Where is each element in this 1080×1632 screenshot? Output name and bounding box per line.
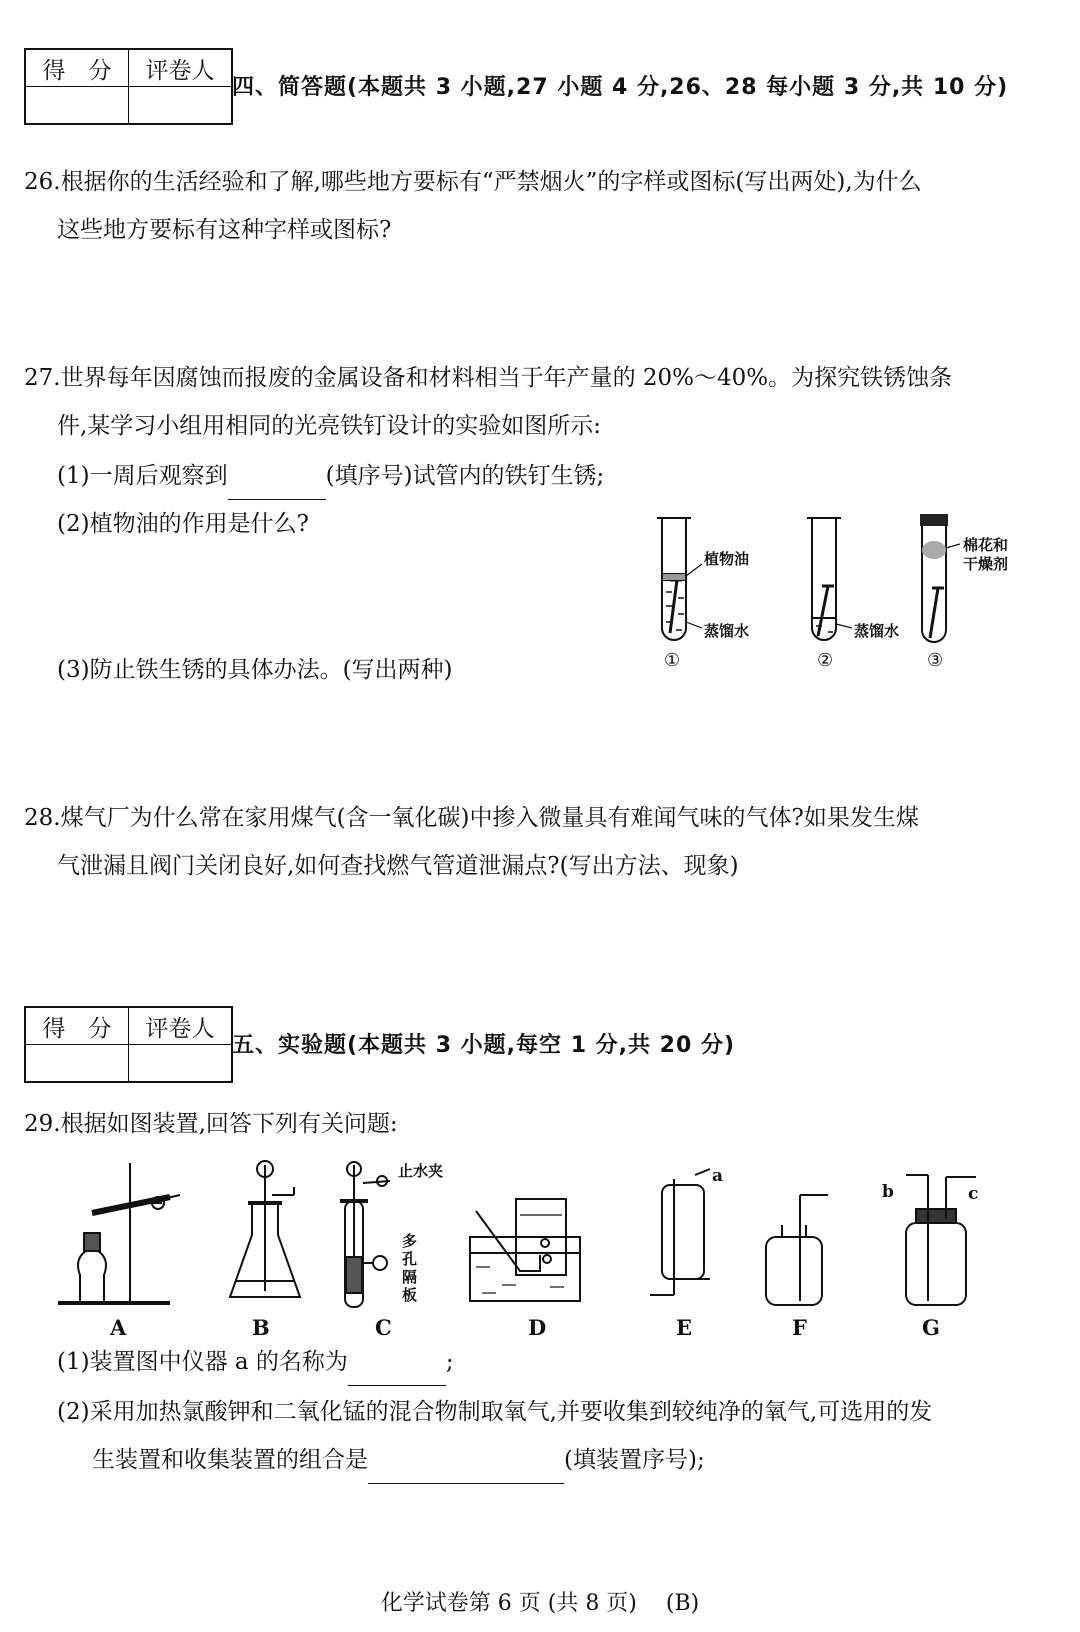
score-header: 得 分 bbox=[25, 1007, 129, 1045]
q29-sub2-blank[interactable] bbox=[368, 1457, 564, 1484]
q26-line1: 26.根据你的生活经验和了解,哪些地方要标有“严禁烟火”的字样或图标(写出两处),为什么 bbox=[24, 169, 922, 195]
apparatus-label-C: C bbox=[375, 1315, 392, 1340]
label-c: c bbox=[968, 1184, 979, 1204]
q28-line2: 气泄漏且阀门关闭良好,如何查找燃气管道泄漏点?(写出方法、现象) bbox=[57, 853, 739, 879]
apparatus-label-A: A bbox=[110, 1315, 127, 1340]
score-cell[interactable] bbox=[25, 1045, 129, 1083]
apparatus-label-B: B bbox=[252, 1315, 270, 1340]
label-stop-clip: 止水夹 bbox=[398, 1162, 444, 1180]
label-plate-4: 板 bbox=[402, 1286, 418, 1304]
label-oil: 植物油 bbox=[704, 550, 750, 568]
tube-number-2: ② bbox=[817, 650, 834, 671]
q29-sub2-line1: (2)采用加热氯酸钾和二氧化锰的混合物制取氧气,并要收集到较纯净的氧气,可选用的发 bbox=[57, 1399, 933, 1425]
q29-sub1 bbox=[57, 1338, 454, 1386]
q27-line1: 27.世界每年因腐蚀而报废的金属设备和材料相当于年产量的 20%～40%。为探究铁锈蚀条 bbox=[24, 365, 953, 391]
q28-line1: 28.煤气厂为什么常在家用煤气(含一氧化碳)中掺入微量具有难闻气味的气体?如果发生煤 bbox=[24, 805, 919, 831]
tube-number-1: ① bbox=[664, 650, 681, 671]
apparatus-figure bbox=[50, 1155, 1040, 1315]
apparatus-label-E: E bbox=[676, 1315, 693, 1340]
page-footer: 化学试卷第 6 页 (共 8 页) (B) bbox=[380, 1591, 700, 1616]
apparatus-label-G: G bbox=[922, 1315, 940, 1340]
score-table-section4 bbox=[24, 48, 233, 125]
grader-header: 评卷人 bbox=[129, 1007, 233, 1045]
q29-sub1-blank[interactable] bbox=[348, 1359, 446, 1386]
label-a: a bbox=[712, 1166, 724, 1186]
tube-number-3: ③ bbox=[927, 650, 944, 671]
grader-header: 评卷人 bbox=[129, 49, 233, 87]
q27-sub1-suffix: (填序号)试管内的铁钉生锈; bbox=[325, 463, 605, 489]
q27-sub3: (3)防止铁生锈的具体办法。(写出两种) bbox=[57, 657, 453, 683]
label-water-2: 蒸馏水 bbox=[854, 622, 900, 640]
section5-title: 五、实验题(本题共 3 小题,每空 1 分,共 20 分) bbox=[232, 1033, 736, 1058]
score-table-section5 bbox=[24, 1006, 233, 1083]
q29-sub1-suffix: ; bbox=[445, 1349, 454, 1375]
label-cotton-2: 干燥剂 bbox=[963, 555, 1009, 573]
label-plate-1: 多 bbox=[402, 1232, 418, 1250]
label-water-1: 蒸馏水 bbox=[704, 622, 750, 640]
q29-sub1-prefix: (1)装置图中仪器 a 的名称为 bbox=[57, 1349, 348, 1375]
q27-sub2: (2)植物油的作用是什么? bbox=[57, 511, 309, 537]
q29-sub2-prefix: 生装置和收集装置的组合是 bbox=[92, 1447, 368, 1473]
q26-line2: 这些地方要标有这种字样或图标? bbox=[57, 217, 392, 243]
score-header: 得 分 bbox=[25, 49, 129, 87]
q29-sub2-line2 bbox=[92, 1436, 705, 1484]
q29-intro: 29.根据如图装置,回答下列有关问题: bbox=[24, 1111, 398, 1137]
score-cell[interactable] bbox=[25, 87, 129, 125]
label-plate-2: 孔 bbox=[402, 1250, 418, 1268]
q29-sub2-suffix: (填装置序号); bbox=[564, 1447, 705, 1473]
label-b: b bbox=[882, 1182, 894, 1202]
label-cotton-1: 棉花和 bbox=[963, 536, 1009, 554]
label-plate-3: 隔 bbox=[402, 1268, 418, 1286]
grader-cell[interactable] bbox=[129, 1045, 233, 1083]
apparatus-label-F: F bbox=[792, 1315, 807, 1340]
apparatus-label-D: D bbox=[528, 1315, 547, 1340]
q27-sub1-prefix: (1)一周后观察到 bbox=[57, 463, 228, 489]
q27-answer-blank[interactable] bbox=[228, 473, 326, 500]
section4-title: 四、简答题(本题共 3 小题,27 小题 4 分,26、28 每小题 3 分,共 10 分) bbox=[232, 75, 1009, 100]
q27-line2: 件,某学习小组用相同的光亮铁钉设计的实验如图所示: bbox=[57, 413, 602, 439]
grader-cell[interactable] bbox=[129, 87, 233, 125]
q27-sub1 bbox=[57, 452, 604, 500]
